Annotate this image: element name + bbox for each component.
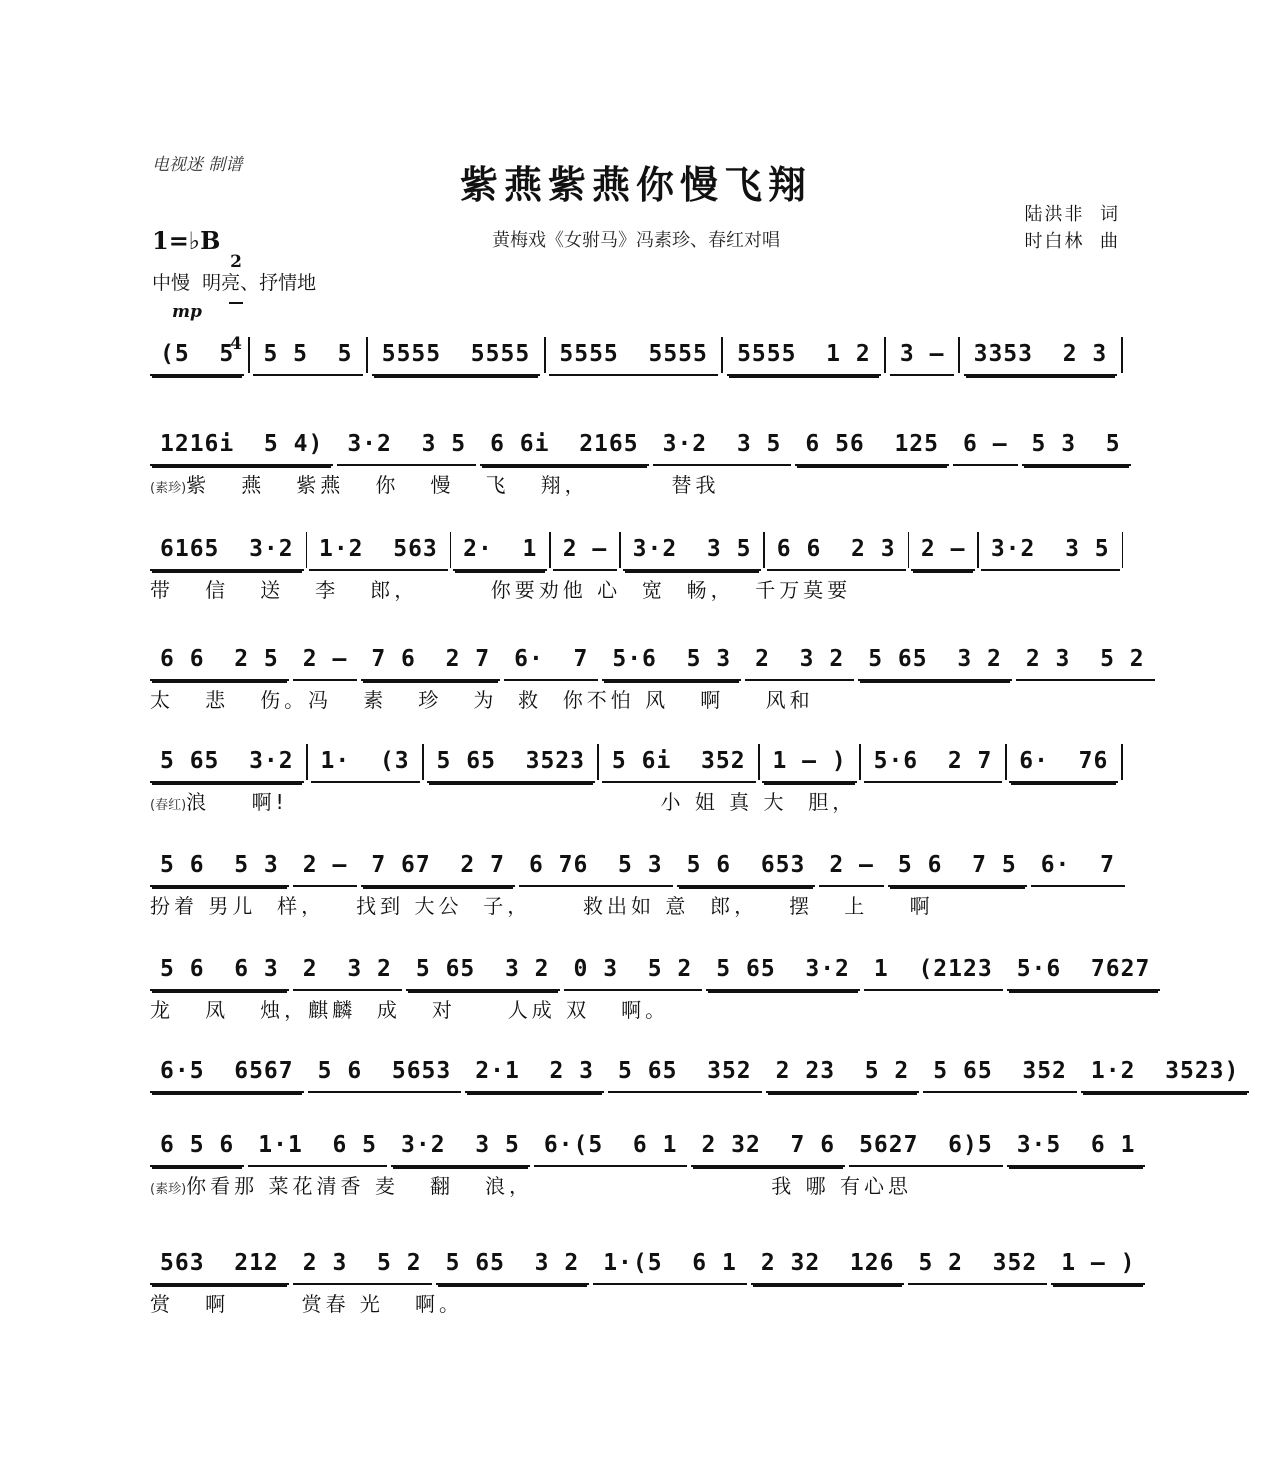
- measure: 6 6 2 5: [150, 639, 289, 681]
- measure: 5 6 6 3: [150, 949, 289, 991]
- bar-line: [306, 744, 308, 780]
- notes-line: [150, 1052, 1240, 1092]
- measure: 5555 1 2: [727, 334, 881, 376]
- measure: 2 –: [293, 845, 358, 887]
- measure: 6·(5 6 1: [534, 1125, 688, 1167]
- measure: 2 3 2: [293, 949, 402, 991]
- bar-line: [758, 744, 760, 780]
- measure: 3·5 6 1: [1007, 1125, 1146, 1167]
- measure: 5·6 5 3: [602, 639, 741, 681]
- measure: 3·2 3 5: [391, 1125, 530, 1167]
- measure: 5 65 352: [608, 1051, 762, 1093]
- bar-line: [1122, 532, 1123, 568]
- bar-line: [884, 337, 886, 373]
- measure: 2·1 2 3: [465, 1051, 604, 1093]
- bar-line: [450, 532, 451, 568]
- lyrics-text: 扮着 男儿 样， 找到 大公 子， 救出如 意 郎， 摆 上 啊: [150, 894, 934, 918]
- measure: 5555 5555: [372, 334, 540, 376]
- measure: 0 3 5 2: [564, 949, 703, 991]
- measure: 5 6 7 5: [888, 845, 1027, 887]
- measure: 6· 76: [1009, 741, 1118, 783]
- lyrics-line: [150, 684, 1125, 713]
- measure: 3·2 3 5: [653, 424, 792, 466]
- measure: 5 65 3523: [427, 741, 595, 783]
- lyricist-credit: 陆洪非 词: [1024, 204, 1120, 225]
- measure: 2 –: [911, 529, 976, 571]
- bar-line: [859, 744, 861, 780]
- lyrics-line: [150, 890, 1125, 919]
- measure: 5 3 5: [1022, 424, 1131, 466]
- lyrics-line: [150, 994, 1125, 1023]
- meter-divider: [229, 302, 243, 304]
- measure: 7 67 2 7: [361, 845, 515, 887]
- measure: 563 212: [150, 1243, 289, 1285]
- singer-label: (春红): [150, 798, 187, 813]
- measure: 1·2 3523): [1081, 1051, 1249, 1093]
- notes-line: [150, 425, 1125, 465]
- measure: 5 2 352: [908, 1243, 1047, 1285]
- measure: 1· (3: [311, 741, 420, 783]
- meter-top: 2: [230, 252, 242, 272]
- measure: 1·1 6 5: [248, 1125, 387, 1167]
- composer-credit: 时白林 曲: [1024, 231, 1120, 252]
- lyrics-text: 紫 燕 紫燕 你 慢 飞 翔， 替我: [186, 473, 720, 497]
- notes-line: [150, 742, 1125, 782]
- bar-line: [366, 337, 368, 373]
- measure: 2 3 2: [745, 639, 854, 681]
- notes-line: [150, 1126, 1136, 1166]
- measure: 1 – ): [762, 741, 856, 783]
- measure: 5 6 653: [677, 845, 816, 887]
- meter-bottom: 4: [230, 334, 242, 354]
- measure: 5555 5555: [549, 334, 717, 376]
- notes-line: [150, 530, 1125, 570]
- bar-line: [248, 337, 250, 373]
- measure: 3·2 3 5: [981, 529, 1120, 571]
- measure: 2 –: [819, 845, 884, 887]
- bar-line: [422, 744, 424, 780]
- bar-line: [306, 532, 307, 568]
- measure: 6 6i 2165: [480, 424, 648, 466]
- measure: 2 –: [293, 639, 358, 681]
- measure: 6· 7: [504, 639, 598, 681]
- lyrics-text: 龙 凤 烛，麒麟 成 对 人成 双 啊。: [150, 998, 670, 1022]
- bar-line: [958, 337, 960, 373]
- measure: 5 6 5653: [308, 1051, 462, 1093]
- singer-label: (素珍): [150, 1182, 187, 1197]
- measure: 5 6 5 3: [150, 845, 289, 887]
- measure: 1 – ): [1051, 1243, 1145, 1285]
- bar-line: [763, 532, 764, 568]
- lyrics-line: [150, 786, 1125, 815]
- dynamic-marking: mp: [172, 302, 202, 322]
- measure: 2 –: [553, 529, 618, 571]
- measure: 6· 7: [1031, 845, 1125, 887]
- song-title: 紫燕紫燕你慢飞翔: [459, 162, 812, 207]
- transcriber-credit: 电视迷 制谱: [152, 155, 243, 175]
- lyrics-text: 太 悲 伤。冯 素 珍 为 救 你不怕 风 啊 风和: [150, 688, 814, 712]
- tempo-marking: 中慢 明亮、抒情地: [152, 272, 317, 294]
- measure: 3·2 3 5: [337, 424, 476, 466]
- measure: 6 56 125: [795, 424, 949, 466]
- bar-line: [549, 532, 550, 568]
- lyrics-text: 你看那 菜花清香 麦 翻 浪， 我 哪 有心思: [186, 1174, 912, 1198]
- lyrics-text: 浪 啊! 小 姐 真 大 胆，: [186, 790, 857, 814]
- bar-line: [908, 532, 909, 568]
- measure: 3353 2 3: [964, 334, 1118, 376]
- measure: 2 23 5 2: [766, 1051, 920, 1093]
- measure: 1216i 5 4): [150, 424, 333, 466]
- notes-line: [150, 640, 1145, 680]
- notes-line: [150, 950, 1151, 990]
- lyrics-line: [150, 469, 1125, 498]
- measure: 5 6i 352: [602, 741, 756, 783]
- measure: 5 65 3·2: [150, 741, 304, 783]
- lyrics-line: [150, 574, 1125, 603]
- measure: 6165 3·2: [150, 529, 304, 571]
- measure: 5 65 3 2: [858, 639, 1012, 681]
- lyrics-text: 赏 啊 赏春 光 啊。: [150, 1292, 464, 1316]
- measure: 5·6 7627: [1007, 949, 1161, 991]
- subtitle: 黄梅戏《女驸马》冯素珍、春红对唱: [492, 230, 780, 251]
- singer-label: (素珍): [150, 481, 187, 496]
- measure: 2 3 5 2: [293, 1243, 432, 1285]
- measure: 5 5 5: [253, 334, 362, 376]
- measure: 3·2 3 5: [623, 529, 762, 571]
- measure: 1·2 563: [309, 529, 448, 571]
- measure: 6 5 6: [150, 1125, 244, 1167]
- bar-line: [1121, 337, 1123, 373]
- bar-line: [1005, 744, 1007, 780]
- lyrics-text: 带 信 送 李 郎， 你要劝他 心 宽 畅， 千万莫要: [150, 578, 852, 602]
- measure: 6·5 6567: [150, 1051, 304, 1093]
- lyrics-line: [150, 1170, 1125, 1199]
- bar-line: [977, 532, 978, 568]
- measure: 6 –: [953, 424, 1018, 466]
- measure: 1·(5 6 1: [593, 1243, 747, 1285]
- measure: 3 –: [890, 334, 955, 376]
- measure: 2 32 126: [751, 1243, 905, 1285]
- lyrics-line: [150, 1288, 1125, 1317]
- bar-line: [544, 337, 546, 373]
- measure: 7 6 2 7: [361, 639, 500, 681]
- measure: 5 65 352: [923, 1051, 1077, 1093]
- measure: 1 (2123: [864, 949, 1003, 991]
- key-signature: 1=♭B: [152, 226, 221, 255]
- measure: 5 65 3·2: [706, 949, 860, 991]
- bar-line: [619, 532, 620, 568]
- measure: 6 6 2 3: [767, 529, 906, 571]
- bar-line: [1121, 744, 1123, 780]
- measure: (5 5: [150, 334, 244, 376]
- measure: 2 3 5 2: [1016, 639, 1155, 681]
- notes-line: [150, 1244, 1136, 1284]
- bar-line: [721, 337, 723, 373]
- measure: 5627 6)5: [849, 1125, 1003, 1167]
- measure: 6 76 5 3: [519, 845, 673, 887]
- measure: 2 32 7 6: [691, 1125, 845, 1167]
- measure: 5 65 3 2: [436, 1243, 590, 1285]
- measure: 2· 1: [453, 529, 547, 571]
- bar-line: [597, 744, 599, 780]
- measure: 5 65 3 2: [406, 949, 560, 991]
- notes-line: [150, 335, 1125, 375]
- notes-line: [150, 846, 1125, 886]
- measure: 5·6 2 7: [864, 741, 1003, 783]
